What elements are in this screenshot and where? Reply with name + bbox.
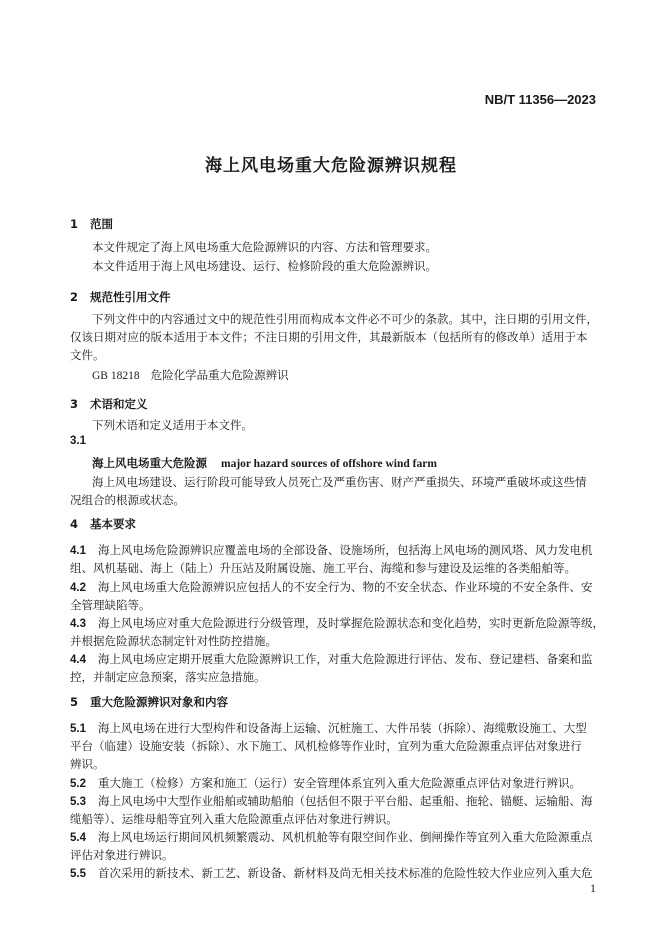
section-title: 范围 [90, 217, 113, 231]
section-4-heading [70, 516, 136, 532]
section-title: 基本要求 [90, 517, 136, 531]
clause-4-3 [70, 614, 604, 634]
section-title: 重大危险源辨识对象和内容 [90, 695, 228, 709]
section-number: 4 [70, 517, 79, 531]
section-title: 规范性引用文件 [90, 290, 171, 304]
section-number: 5 [70, 695, 79, 709]
clause-number: 5.4 [70, 832, 86, 844]
clause-4-3-continued: 并根据危险源状态制定针对性防控措施。 [70, 634, 277, 648]
clause-text: 海上风电场中大型作业船舶或辅助船舶（包括但不限于平台船、起重船、拖轮、锚艇、运输船、海 [98, 794, 593, 808]
section-title: 术语和定义 [90, 397, 148, 411]
section-2-heading [70, 289, 171, 305]
section-number: 1 [70, 217, 79, 231]
clause-number: 4.3 [70, 618, 86, 630]
section-3-heading [70, 396, 148, 412]
standard-number: NB/T 11356—2023 [484, 92, 596, 107]
section-number: 3 [70, 397, 79, 411]
clause-number: 4.1 [70, 545, 86, 557]
document-title: 海上风电场重大危险源辨识规程 [205, 156, 457, 176]
term-entry [92, 455, 437, 471]
term-definition: 海上风电场建设、运行阶段可能导致人员死亡及严重伤害、财产严重损失、环境严重破坏或这些情 [92, 475, 587, 489]
clause-5-1-continued: 辨识。 [70, 757, 105, 771]
clause-5-2 [70, 774, 581, 794]
clause-4-1-continued: 组、风机基础、海上（陆上）升压站及附属设施、施工平台、海缆和参与建设及运维的各类船舶等。 [70, 561, 576, 575]
normative-reference [92, 366, 289, 386]
clause-number: 5.1 [70, 723, 86, 735]
term-definition-continued: 况组合的根源或状态。 [70, 493, 185, 507]
clause-text: 首次采用的新技术、新工艺、新设备、新材料及尚无相关技术标准的危险性较大作业应列入重大危 [98, 866, 593, 880]
clause-text: 海上风电场应对重大危险源进行分级管理，及时掌握危险源状态和变化趋势，实时更新危险源等级， [98, 616, 604, 630]
paragraph-continued: 文件。 [70, 348, 105, 362]
clause-5-1 [70, 719, 587, 739]
section-1-heading [70, 216, 113, 232]
clause-5-3-continued: 缆船等）、运维母船等宜列入重大危险源重点评估对象进行辨识。 [70, 812, 398, 826]
clause-text: 重大施工（检修）方案和施工（运行）安全管理体系宜列入重大危险源重点评估对象进行辨识。 [98, 776, 581, 790]
clause-5-1-continued: 平台（临建）设施安装（拆除）、水下施工、风机检修等作业时，宜列为重大危险源重点评估对象进行 [70, 739, 582, 753]
clause-number: 4.2 [70, 582, 86, 594]
paragraph: 本文件规定了海上风电场重大危险源辨识的内容、方法和管理要求。 [92, 240, 437, 254]
clause-5-5 [70, 864, 593, 884]
clause-5-4-continued: 评估对象进行辨识。 [70, 848, 174, 862]
term-number: 3.1 [70, 435, 86, 447]
clause-number: 5.2 [70, 778, 86, 790]
clause-number: 5.5 [70, 868, 86, 880]
term-english: major hazard sources of offshore wind farm [221, 458, 437, 470]
clause-4-4 [70, 650, 593, 670]
reference-title: 危险化学品重大危险源辨识 [150, 368, 289, 382]
clause-4-1 [70, 541, 593, 561]
paragraph: 本文件适用于海上风电场建设、运行、检修阶段的重大危险源辨识。 [92, 259, 437, 273]
clause-text: 海上风电场重大危险源辨识应包括人的不安全行为、物的不安全状态、作业环境的不安全条件、安 [98, 580, 593, 594]
clause-5-4 [70, 828, 593, 848]
paragraph: 下列文件中的内容通过文中的规范性引用而构成本文件必不可少的条款。其中，注日期的引用文件， [92, 312, 598, 326]
section-number: 2 [70, 290, 79, 304]
clause-text: 海上风电场在进行大型构件和设备海上运输、沉桩施工、大件吊装（拆除）、海缆敷设施工、大型 [98, 721, 587, 735]
page-number: 1 [590, 881, 596, 895]
clause-text: 海上风电场应定期开展重大危险源辨识工作，对重大危险源进行评估、发布、登记建档、备案和监 [98, 652, 593, 666]
clause-4-4-continued: 控，并制定应急预案，落实应急措施。 [70, 670, 266, 684]
clause-5-3 [70, 792, 593, 812]
section-5-heading [70, 694, 228, 710]
paragraph-continued: 仅该日期对应的版本适用于本文件；不注日期的引用文件，其最新版本（包括所有的修改单）适用于本 [70, 330, 588, 344]
clause-4-2 [70, 578, 593, 598]
term-chinese: 海上风电场重大危险源 [92, 456, 207, 470]
paragraph: 下列术语和定义适用于本文件。 [92, 418, 253, 432]
clause-4-2-continued: 全管理缺陷等。 [70, 598, 151, 612]
clause-number: 4.4 [70, 654, 86, 666]
reference-code: GB 18218 [92, 370, 140, 382]
clause-text: 海上风电场危险源辨识应覆盖电场的全部设备、设施场所，包括海上风电场的测风塔、风力发电机 [98, 543, 593, 557]
clause-number: 5.3 [70, 796, 86, 808]
clause-text: 海上风电场运行期间风机频繁震动、风机机舱等有限空间作业、倒闸操作等宜列入重大危险源重点 [98, 830, 593, 844]
